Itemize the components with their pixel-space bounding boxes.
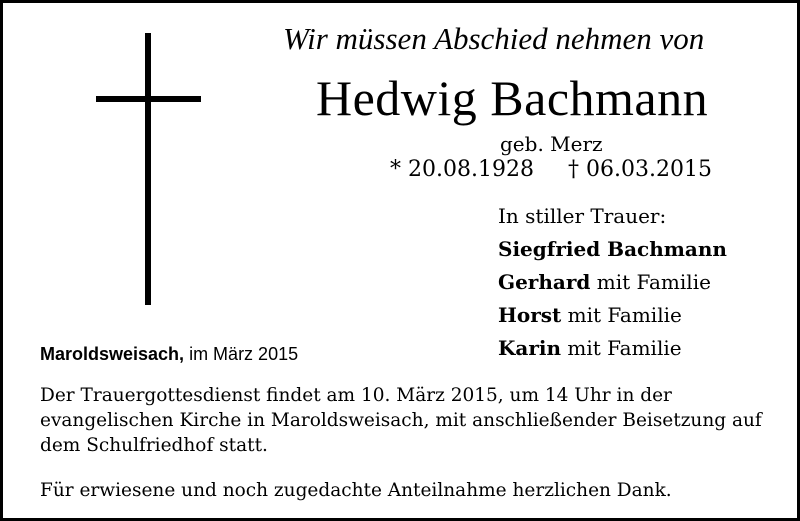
place-name: Maroldsweisach, xyxy=(40,344,185,364)
cross-horizontal-bar xyxy=(96,96,201,102)
mourner-suffix: mit Familie xyxy=(590,270,711,294)
mourner-name: Karin xyxy=(498,336,562,360)
mourner-line xyxy=(498,303,682,327)
place-and-date xyxy=(40,344,298,365)
mourner-name: Siegfried Bachmann xyxy=(498,237,727,261)
deceased-name: Hedwig Bachmann xyxy=(316,70,709,126)
mourner-name: Gerhard xyxy=(498,270,591,294)
mourner-suffix: mit Familie xyxy=(561,336,682,360)
mourner-line xyxy=(498,336,682,360)
maiden-name: geb. Merz xyxy=(500,132,603,156)
mourner-line xyxy=(498,270,711,294)
notice-heading: Wir müssen Abschied nehmen von xyxy=(283,21,705,56)
mourners-intro: In stiller Trauer: xyxy=(498,204,667,228)
cross-vertical-bar xyxy=(145,33,151,305)
death-date: † 06.03.2015 xyxy=(568,157,712,182)
place-date: im März 2015 xyxy=(184,344,299,364)
thanks-note: Für erwiesene und noch zugedachte Anteilnahme herzlichen Dank. xyxy=(40,480,672,501)
service-announcement: Der Trauergottesdienst findet am 10. März 2015, um 14 Uhr in der evangelischen Kirche in Maroldsweisach, mit anschließender Beisetzung auf dem Schulfriedhof statt. xyxy=(40,385,762,456)
mourner-line xyxy=(498,237,727,261)
birth-date: * 20.08.1928 xyxy=(390,157,534,182)
mourner-suffix: mit Familie xyxy=(561,303,682,327)
mourner-name: Horst xyxy=(498,303,562,327)
